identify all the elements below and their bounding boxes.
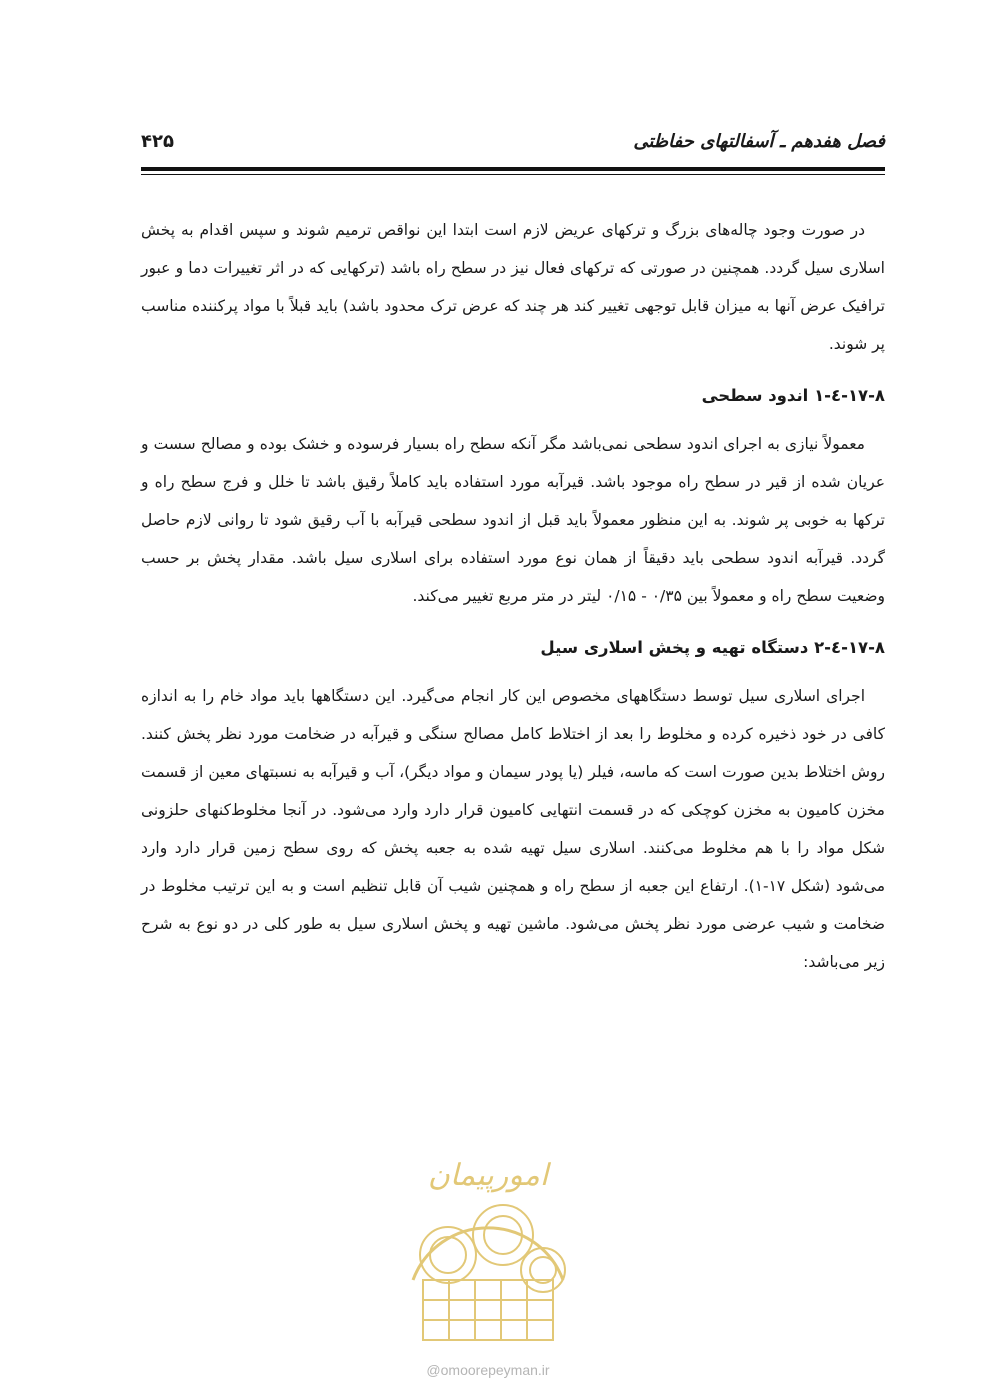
- section-heading-slurry-machine: ۱۷-۸-٤-۲ دستگاه تهیه و پخش اسلاری سیل: [540, 638, 885, 657]
- paragraph-slurry-machine: اجرای اسلاری سیل توسط دستگاههای مخصوص این کار انجام می‌گیرد. این دستگاهها باید مواد خام را به اندازه کافی در خود ذخیره کرده و مخلوط را بعد از اختلاط کامل مصالح سنگی و قیرآبه در ضخامت مورد نظر پخش کنند. روش اختلاط بدین صورت است که ماسه، فیلر (یا پودر سیمان و مواد دیگر)، آب و قیرآبه به نسبتهای معین از قسمت مخزن کامیون به مخزن کوچکی که در قسمت انتهایی کامیون قرار دارد وارد می‌شود. در آنجا مخلوط‌کنهای حلزونی شکل مواد را با هم مخلوط می‌کنند. اسلاری سیل تهیه شده به جعبه پخش که روی سطح زمین قرار دارد وارد می‌شود (شکل ۱۷-۱). ارتفاع این جعبه از سطح راه و همچنین شیب آن قابل تنظیم است و به این ترتیب مخلوط در ضخامت و شیب عرضی مورد نظر پخش می‌شود. ماشین تهیه و پخش اسلاری سیل به طور کلی در دو نوع به شرح زیر می‌باشد:: [141, 687, 886, 971]
- page-number: ۴۲۵: [141, 131, 174, 152]
- watermark-url: @omoorepeyman.ir: [426, 1362, 550, 1378]
- document-body: [141, 211, 885, 981]
- chapter-title: فصل هفدهم ـ آسفالتهای حفاظتی: [633, 131, 885, 152]
- paragraph-tack-coat: معمولاً نیازی به اجرای اندود سطحی نمی‌باشد مگر آنکه سطح راه بسیار فرسوده و خشک بوده و مصالح سست و عریان شده از قیر در سطح راه موجود باشد. قیرآبه مورد استفاده باید کاملاً رقیق باشد تا خلل و فرج سطح راه و ترکها به خوبی پر شوند. به این منظور معمولاً باید قبل از اندود سطحی قیرآبه با آب رقیق شود تا روانی لازم حاصل گردد. قیرآبه اندود سطحی باید دقیقاً از همان نوع مورد استفاده برای اسلاری سیل باشد. مقدار پخش بر حسب وضعیت سطح راه و معمولاً بین ۰/۳۵ - ۰/۱۵ لیتر در متر مربع تغییر می‌کند.: [141, 435, 885, 605]
- watermark-logo-text: امورپیمان: [427, 1158, 549, 1193]
- watermark-logo: [383, 1130, 593, 1360]
- header-rule-thick: [141, 167, 885, 171]
- section-heading-tack-coat: ۱۷-۸-٤-۱ اندود سطحی: [701, 386, 885, 405]
- paragraph-repair-cracks: در صورت وجود چاله‌های بزرگ و ترکهای عریض لازم است ابتدا این نواقص ترمیم شوند و سپس اقدام به پخش اسلاری سیل گردد. همچنین در صورتی که ترکهای فعال نیز در سطح راه باشد (ترکهایی که در اثر تغییرات دما و عبور ترافیک عرض آنها به میزان قابل توجهی تغییر کند هر چند که عرض ترک محدود باشد) باید قبلاً با مواد پرکننده مناسب پر شوند.: [141, 221, 885, 353]
- header-rule-thin: [141, 174, 885, 175]
